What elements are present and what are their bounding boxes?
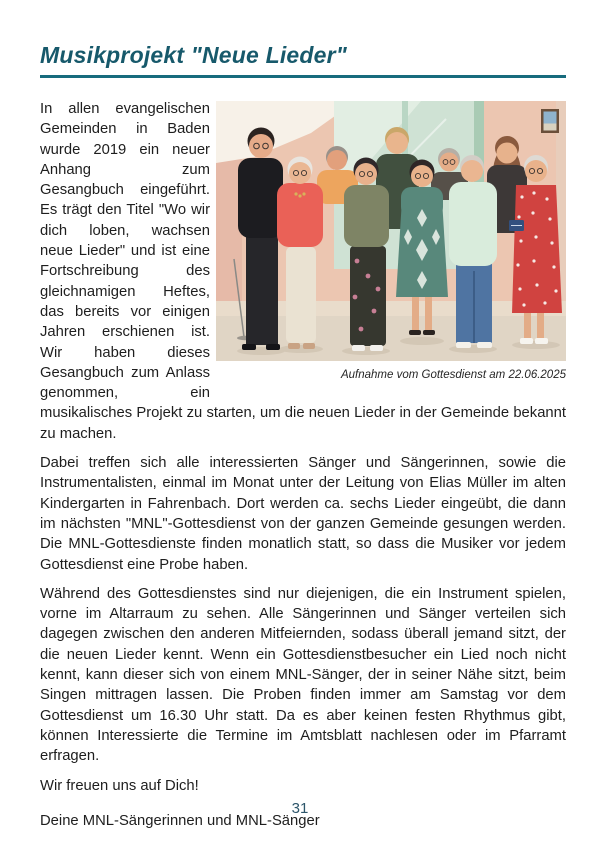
person-woman-olive-top <box>344 158 389 352</box>
signature-line: Deine MNL-Sängerinnen und MNL-Sänger <box>40 812 320 829</box>
group-photo-figure <box>216 101 566 383</box>
paragraph-service: Während des Gottesdienstes sind nur diejenigen, die ein Instrument spielen, vorne im Altarraum zu sehen. Alle Sängerinnen und Sänger verteilen sich dagegen zwischen den anderen Mitfeiernden, sodass überall jemand sitzt, der die neuen Lieder kennt. Wenn ein Gottesdienstbesucher ein Lied noch nicht kennt, kann dieser sich von einem MNL-Sänger, der in seiner Nähe sitzt, beim Singen mittragen lassen. Die Proben finden immer am Samstag vor dem Gottesdienst um 16.30 Uhr statt. Da es aber keinen festen Rhythmus gibt, können Interessierte die Termine im Amtsblatt nachlesen oder im Pfarramt erfragen. <box>40 585 566 765</box>
closing-line: Wir freuen uns auf Dich! <box>40 777 199 794</box>
page-title: Musikprojekt "Neue Lieder" <box>40 42 347 68</box>
photo-caption: Aufnahme vom Gottesdienst am 22.06.2025 <box>340 369 566 381</box>
title-rule <box>40 75 566 78</box>
group-photo-illustration <box>216 101 566 361</box>
group-photo <box>216 101 566 361</box>
paragraph-intro: In allen evangelischen Gemeinden in Baden wurde 2019 ein neuer Anhang zum Gesangbuch eingeführt. Es trägt den Titel "Wo wir dich loben, wachsen neue Lieder" und ist eine Fortschreibung des gleichnamigen Heftes, das bereits vor einigen Jahren erschienen ist. Wir haben dieses Gesangbuch zum Anlass genommen, ein musikalisches Projekt zu starten, um die neuen Lieder in der Gemeinde bekannt zu machen. <box>40 101 566 442</box>
person-woman-mint-top-jeans <box>449 155 497 348</box>
page-number: 31 <box>291 800 309 817</box>
page-content <box>40 42 566 840</box>
paragraph-rehearsals: Dabei treffen sich alle interessierten Sänger und Sängerinnen, sowie die Instrumentalisten, einmal im Monat unter der Leitung von Elias Müller im alten Kindergarten in Fahrenbach. Dort werden ca. sechs Lieder eingeübt, die dann im nächsten "MNL"-Gottesdienst von der ganzen Gemeinde gesungen werden. Die MNL-Gottesdienste finden monatlich statt, so dass die Musiker vor jedem Gottesdienst eine Probe haben. <box>40 455 566 573</box>
